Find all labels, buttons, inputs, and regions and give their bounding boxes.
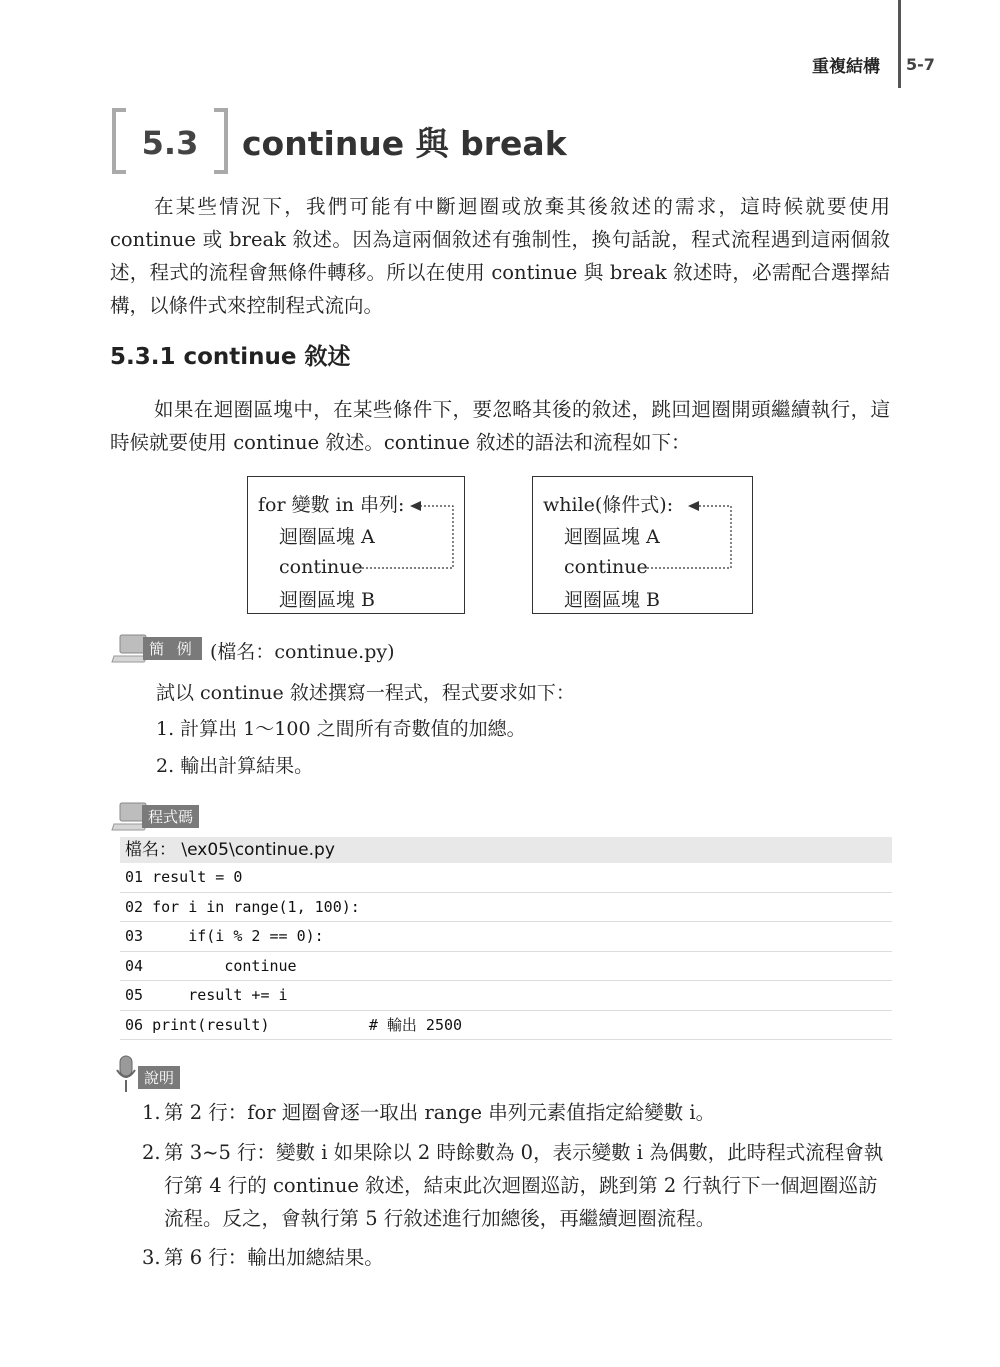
item-text: 第 6 行：輸出加總結果。 [164,1246,384,1269]
flow-arrow-icon [533,477,754,615]
page-number: 5-7 [906,55,935,74]
syntax-line: 迴圈區塊 A [564,526,660,548]
explanation-item [142,1136,888,1235]
example-line: 試以 continue 敘述撰寫一程式，程式要求如下： [156,682,575,704]
header-divider [898,0,901,88]
example-filename: (檔名：continue.py) [210,641,395,663]
subsection-paragraph: 如果在迴圈區塊中，在某些條件下，要忽略其後的敘述，跳回迴圈開頭繼續執行，這時候就要使用 continue 敘述。continue 敘述的語法和流程如下： [110,398,890,454]
code-tag: 程式碼 [142,805,199,828]
item-number: 2. [142,1141,161,1164]
example-line: 2. 輸出計算結果。 [156,755,314,777]
intro-paragraph: 在某些情況下，我們可能有中斷迴圈或放棄其後敘述的需求，這時候就要使用 continue 或 break 敘述。因為這兩個敘述有強制性，換句話說，程式流程遇到這兩個敘述，程式的流程會無條件轉移。所以在使用 continue 與 break 敘述時，必需配合選擇結構，以條件式來控制程式流向。 [110,195,890,317]
syntax-line: 迴圈區塊 B [279,589,376,611]
while-syntax-box [532,476,753,614]
code-line: 05 result += i [120,981,892,1011]
syntax-line: continue [564,556,648,578]
microphone-icon [114,1054,138,1096]
example-line: 1. 計算出 1～100 之間所有奇數值的加總。 [156,718,526,740]
explanation-item [142,1241,902,1274]
syntax-line: while(條件式): [543,494,674,516]
code-line: 03 if(i % 2 == 0): [120,922,892,952]
item-text: 第 2 行：for 迴圈會逐一取出 range 串列元素值指定給變數 i。 [164,1101,716,1124]
item-text: 第 3~5 行：變數 i 如果除以 2 時餘數為 0，表示變數 i 為偶數，此時程式流程會執行第 4 行的 continue 敘述，結束此次迴圈巡訪，跳到第 2 行執行下一個迴圈巡訪流程。反之，會執行第 5 行敘述進行加總後，再繼續迴圈流程。 [164,1141,884,1230]
running-header-title: 重複結構 [812,57,880,77]
subsection-title: 5.3.1 continue 敘述 [110,344,351,370]
code-line: 01 result = 0 [120,863,892,893]
item-number: 1. [142,1101,161,1124]
section-title: continue 與 break [242,124,567,163]
syntax-line: 迴圈區塊 B [564,589,661,611]
code-listing [120,837,892,1040]
flow-arrow-icon [248,477,466,615]
code-line: 06 print(result) # 輸出 2500 [120,1011,892,1041]
syntax-line: for 變數 in 串列: [258,494,405,516]
section-number: 5.3 [141,124,199,162]
syntax-line: 迴圈區塊 A [279,526,375,548]
code-file-label: 檔名： \ex05\continue.py [120,837,892,863]
code-line: 04 continue [120,952,892,982]
for-syntax-box [247,476,465,614]
code-line: 02 for i in range(1, 100): [120,893,892,923]
example-tag: 簡 例 [143,637,202,660]
item-number: 3. [142,1246,161,1269]
syntax-line: continue [279,556,363,578]
section-number-box [112,108,228,174]
explanation-tag: 說明 [138,1066,180,1089]
explanation-item [142,1096,902,1129]
